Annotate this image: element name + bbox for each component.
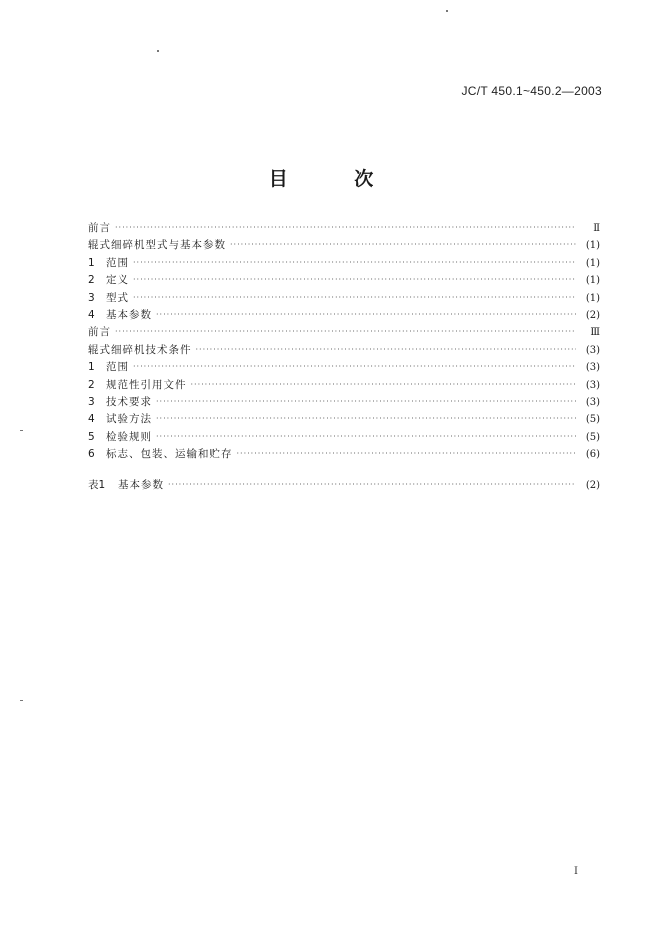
toc-entry-page: (2) bbox=[585, 309, 600, 321]
dot-leader bbox=[115, 223, 576, 232]
toc-entry-label: 标志、包装、运输和贮存 bbox=[106, 448, 233, 461]
toc-entry-label: 基本参数 bbox=[106, 308, 152, 321]
dot-leader bbox=[133, 258, 576, 267]
toc-entry-label: 前言 bbox=[88, 326, 111, 339]
toc-entry-part2-requirements[interactable] bbox=[88, 394, 600, 411]
toc-entry-page: (3) bbox=[585, 362, 600, 374]
toc-entry-number: 1 bbox=[88, 256, 95, 269]
toc-entry-number: 2 bbox=[88, 378, 95, 391]
dot-leader bbox=[168, 480, 576, 489]
toc-entry-foreword-2[interactable] bbox=[88, 324, 600, 341]
toc-entry-page: (5) bbox=[585, 431, 600, 443]
toc-entry-number: 2 bbox=[88, 274, 95, 287]
toc-entry-part1-definitions[interactable] bbox=[88, 272, 600, 289]
toc-entry-label: 定义 bbox=[106, 274, 129, 287]
toc-entry-number: 4 bbox=[88, 413, 95, 426]
toc-entry-label: 试验方法 bbox=[106, 413, 152, 426]
scan-speck bbox=[446, 10, 448, 12]
toc-entry-part2-test-methods[interactable] bbox=[88, 411, 600, 428]
toc-table-number: 表1 bbox=[88, 479, 106, 492]
dot-leader bbox=[133, 293, 576, 302]
toc-entry-page: (1) bbox=[585, 275, 600, 287]
dot-leader bbox=[156, 414, 576, 423]
toc-entry-label: 型式 bbox=[106, 291, 129, 304]
toc-spacer bbox=[88, 463, 600, 477]
toc-entry-number: 4 bbox=[88, 308, 95, 321]
toc-entry-page: (1) bbox=[585, 257, 600, 269]
page-title: 目 次 bbox=[268, 168, 404, 190]
toc-entry-page: (3) bbox=[585, 396, 600, 408]
toc-entry-part2-scope[interactable] bbox=[88, 359, 600, 376]
toc-table-label: 基本参数 bbox=[118, 479, 164, 492]
toc-entry-page: (5) bbox=[585, 414, 600, 426]
standard-code: JC/T 450.1~450.2—2003 bbox=[461, 84, 602, 98]
toc-entry-part2-title[interactable] bbox=[88, 342, 600, 359]
toc-entry-label: 范围 bbox=[106, 361, 129, 374]
toc-entry-page: (1) bbox=[585, 292, 600, 304]
toc-entry-page: (3) bbox=[585, 344, 600, 356]
toc-entry-label: 规范性引用文件 bbox=[106, 378, 187, 391]
toc-entry-number: 5 bbox=[88, 430, 95, 443]
toc-entry-label: 范围 bbox=[106, 256, 129, 269]
toc-entry-label: 辊式细碎机技术条件 bbox=[88, 343, 192, 356]
scan-speck bbox=[20, 430, 23, 431]
page-number: Ⅰ bbox=[574, 866, 578, 877]
dot-leader bbox=[156, 310, 576, 319]
scan-speck bbox=[157, 50, 159, 52]
toc-entry-part2-inspection[interactable] bbox=[88, 429, 600, 446]
scan-speck bbox=[20, 700, 23, 701]
toc-entry-number: 1 bbox=[88, 361, 95, 374]
dot-leader bbox=[237, 449, 577, 458]
toc-entry-page: (1) bbox=[585, 240, 600, 252]
dot-leader bbox=[156, 397, 576, 406]
dot-leader bbox=[115, 327, 576, 336]
toc-table-entry[interactable] bbox=[88, 477, 600, 494]
toc-entry-page: (6) bbox=[585, 449, 600, 461]
toc-entry-number: 6 bbox=[88, 448, 95, 461]
dot-leader bbox=[133, 275, 576, 284]
toc-entry-part1-type[interactable] bbox=[88, 290, 600, 307]
toc-entry-number: 3 bbox=[88, 291, 95, 304]
toc-entry-part1-parameters[interactable] bbox=[88, 307, 600, 324]
toc-entry-part2-marking[interactable] bbox=[88, 446, 600, 463]
toc-entry-page: (3) bbox=[585, 379, 600, 391]
dot-leader bbox=[196, 345, 577, 354]
toc-entry-label: 前言 bbox=[88, 222, 111, 234]
toc-entry-label: 技术要求 bbox=[106, 395, 152, 408]
dot-leader bbox=[191, 380, 577, 389]
toc-table-page: (2) bbox=[585, 480, 600, 492]
toc-entry-part1-scope[interactable] bbox=[88, 255, 600, 272]
toc-entry-foreword-1[interactable] bbox=[88, 220, 600, 237]
dot-leader bbox=[230, 240, 576, 249]
toc-entry-number: 3 bbox=[88, 395, 95, 408]
dot-leader bbox=[133, 362, 576, 371]
toc-entry-part1-title[interactable] bbox=[88, 237, 600, 254]
toc-entry-label: 检验规则 bbox=[106, 430, 152, 443]
toc-entry-part2-references[interactable] bbox=[88, 377, 600, 394]
table-of-contents bbox=[88, 220, 600, 495]
toc-entry-page: Ⅲ bbox=[590, 327, 600, 339]
dot-leader bbox=[156, 432, 576, 441]
toc-entry-label: 辊式细碎机型式与基本参数 bbox=[88, 239, 226, 252]
toc-entry-page: Ⅱ bbox=[593, 223, 600, 234]
